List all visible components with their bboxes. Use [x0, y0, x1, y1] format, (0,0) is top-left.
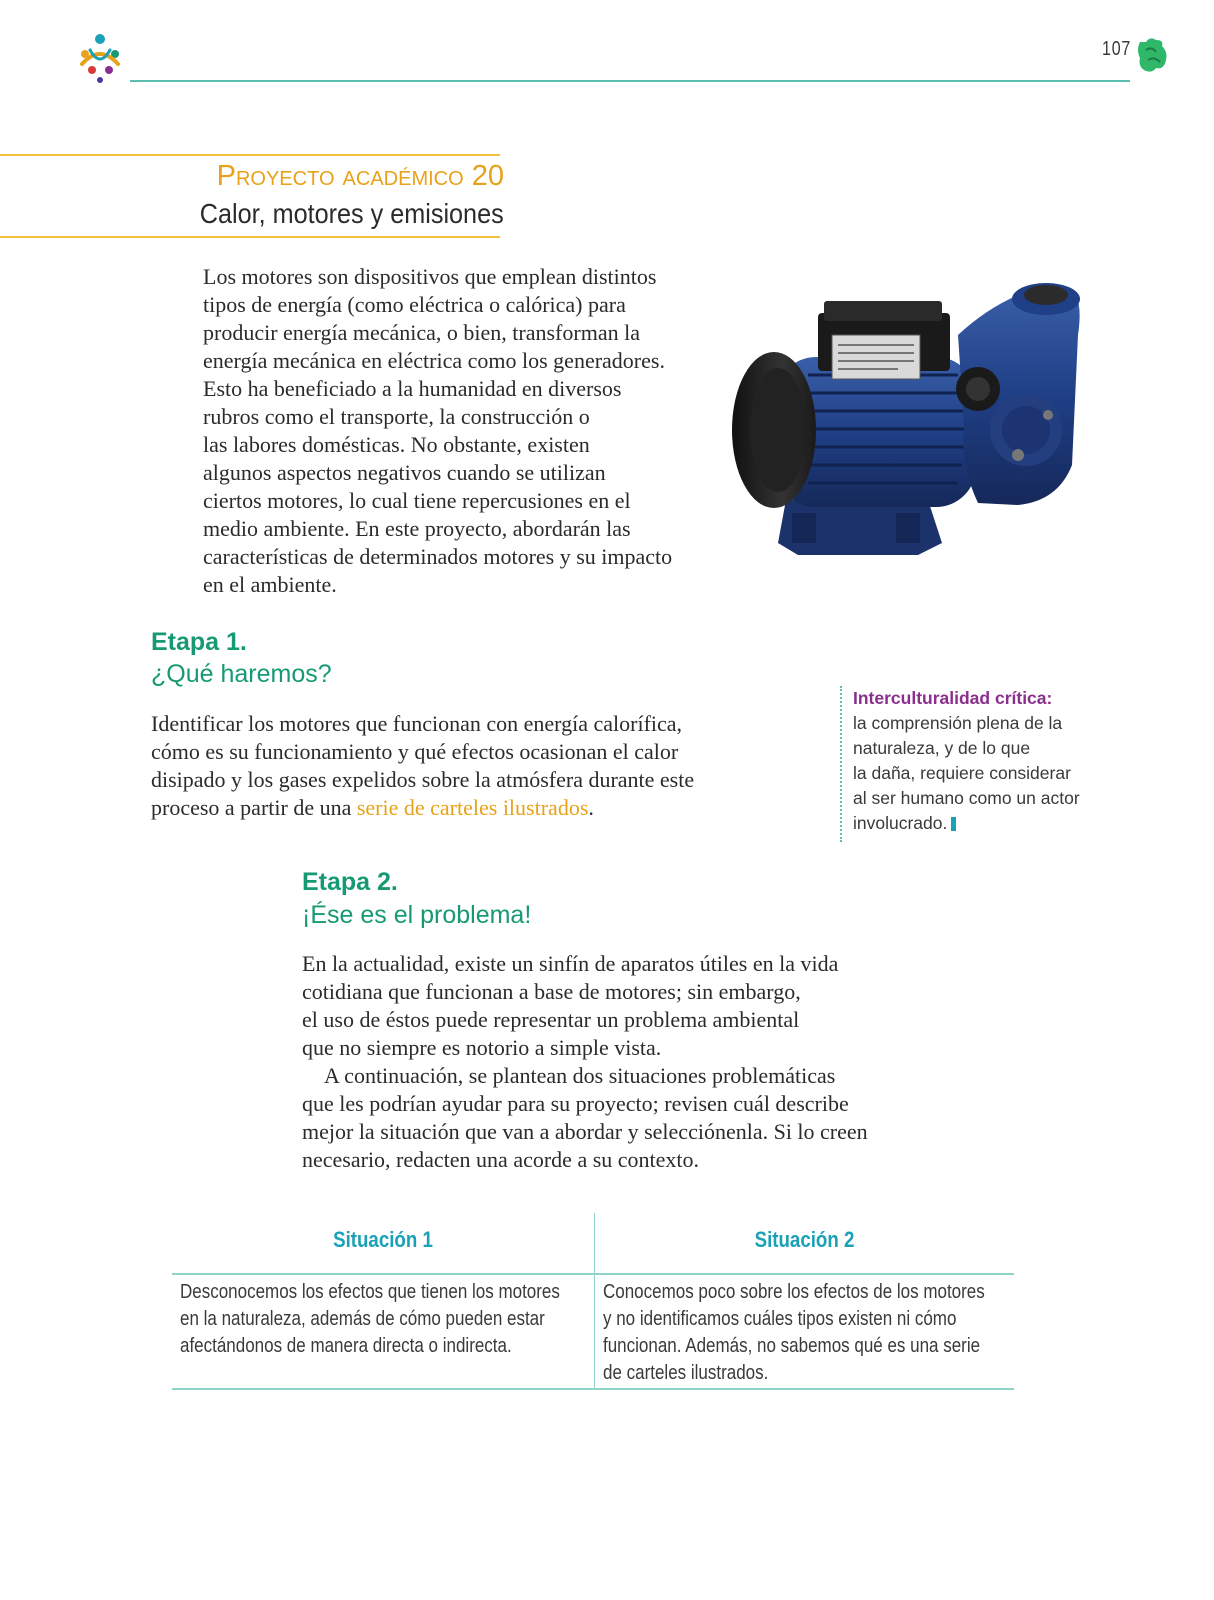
- text-line: el uso de éstos puede representar un problema ambiental: [302, 1007, 800, 1032]
- sidebar-line-text: involucrado.: [853, 813, 948, 833]
- sidebar-line: [853, 811, 1143, 836]
- project-subtitle: Calor, motores y emisiones: [200, 198, 504, 229]
- text-line: que les podrían ayudar para su proyecto; revisen cuál describe: [302, 1091, 849, 1116]
- motor-pump-image: [728, 265, 1090, 565]
- table-header-rule: [172, 1273, 1014, 1275]
- etapa1-paragraph: [151, 710, 751, 822]
- highlight-term: serie de carteles ilustrados: [356, 795, 589, 820]
- text-line: rubros como el transporte, la construcción o: [203, 404, 590, 429]
- intro-paragraph: [203, 263, 723, 599]
- etapa1-title: Etapa 1.: [151, 628, 247, 656]
- situation-1-heading: Situación 1: [333, 1227, 433, 1252]
- text-line: necesario, redacten una acorde a su contexto.: [302, 1147, 700, 1172]
- sidebar-line: la comprensión plena de la: [853, 713, 1063, 733]
- text-line: las labores domésticas. No obstante, existen: [203, 432, 590, 457]
- header-rule: [130, 80, 1130, 82]
- table-line: en la naturaleza, además de cómo pueden estar: [180, 1308, 545, 1330]
- table-line: afectándonos de manera directa o indirecta.: [180, 1335, 512, 1357]
- text-line: mejor la situación que van a abordar y selecciónenla. Si lo creen: [302, 1119, 868, 1144]
- text-line: ciertos motores, lo cual tiene repercusiones en el: [203, 488, 631, 513]
- table-line: funcionan. Además, no sabemos qué es una serie: [603, 1335, 981, 1357]
- project-label: Proyecto académico 20: [216, 160, 504, 192]
- etapa2-subtitle: ¡Ése es el problema!: [302, 901, 532, 929]
- text-line: cotidiana que funcionan a base de motores; sin embargo,: [302, 979, 801, 1004]
- text-line: que no siempre es notorio a simple vista.: [302, 1035, 662, 1060]
- situations-table: [172, 1213, 1014, 1389]
- text-line: energía mecánica en eléctrica como los generadores.: [203, 348, 665, 373]
- table-bottom-rule: [172, 1388, 1014, 1390]
- text-line: disipado y los gases expelidos sobre la atmósfera durante este: [151, 767, 695, 792]
- text-line: A continuación, se plantean dos situaciones problemáticas: [324, 1063, 836, 1088]
- text-line: [151, 794, 751, 822]
- etapa2-title: Etapa 2.: [302, 868, 398, 896]
- interculturalidad-sidebar: [840, 686, 1143, 842]
- situation-2-column: [595, 1213, 1014, 1389]
- text-line: en el ambiente.: [203, 572, 337, 597]
- situation-1-text: [180, 1279, 571, 1360]
- series-logo-icon: [72, 30, 128, 86]
- glyph-icon: [1134, 36, 1170, 76]
- table-line: y no identificamos cuáles tipos existen ni cómo: [603, 1308, 957, 1330]
- title-rule-bottom: [0, 236, 500, 238]
- etapa1-subtitle: ¿Qué haremos?: [151, 660, 332, 688]
- sidebar-line: naturaleza, y de lo que: [853, 738, 1031, 758]
- sidebar-line: la daña, requiere considerar: [853, 763, 1071, 783]
- text-line: Identificar los motores que funcionan con energía calorífica,: [151, 711, 683, 736]
- text-line: producir energía mecánica, o bien, transforman la: [203, 320, 640, 345]
- end-mark-icon: [951, 817, 956, 831]
- situation-2-heading: Situación 2: [754, 1227, 855, 1252]
- situation-2-text: [603, 1279, 994, 1387]
- text-fragment: .: [588, 795, 594, 820]
- title-rule-top: [0, 154, 500, 156]
- text-line: algunos aspectos negativos cuando se utilizan: [203, 460, 606, 485]
- text-line: cómo es su funcionamiento y qué efectos ocasionan el calor: [151, 739, 679, 764]
- text-line: características de determinados motores y su impacto: [203, 544, 673, 569]
- text-fragment: proceso a partir de una: [151, 795, 357, 820]
- table-line: Conocemos poco sobre los efectos de los motores: [603, 1281, 985, 1303]
- table-line: Desconocemos los efectos que tienen los motores: [180, 1281, 560, 1303]
- situation-1-column: [172, 1213, 594, 1389]
- table-line: de carteles ilustrados.: [603, 1362, 769, 1384]
- etapa2-paragraph: [302, 950, 902, 1174]
- text-line: En la actualidad, existe un sinfín de aparatos útiles en la vida: [302, 951, 839, 976]
- sidebar-title: Interculturalidad crítica:: [853, 688, 1053, 708]
- text-line: Esto ha beneficiado a la humanidad en diversos: [203, 376, 622, 401]
- sidebar-line: al ser humano como un actor: [853, 788, 1080, 808]
- text-line: medio ambiente. En este proyecto, abordarán las: [203, 516, 631, 541]
- text-line: tipos de energía (como eléctrica o calórica) para: [203, 292, 626, 317]
- text-line: Los motores son dispositivos que emplean distintos: [203, 264, 657, 289]
- page-number: 107: [1102, 38, 1132, 60]
